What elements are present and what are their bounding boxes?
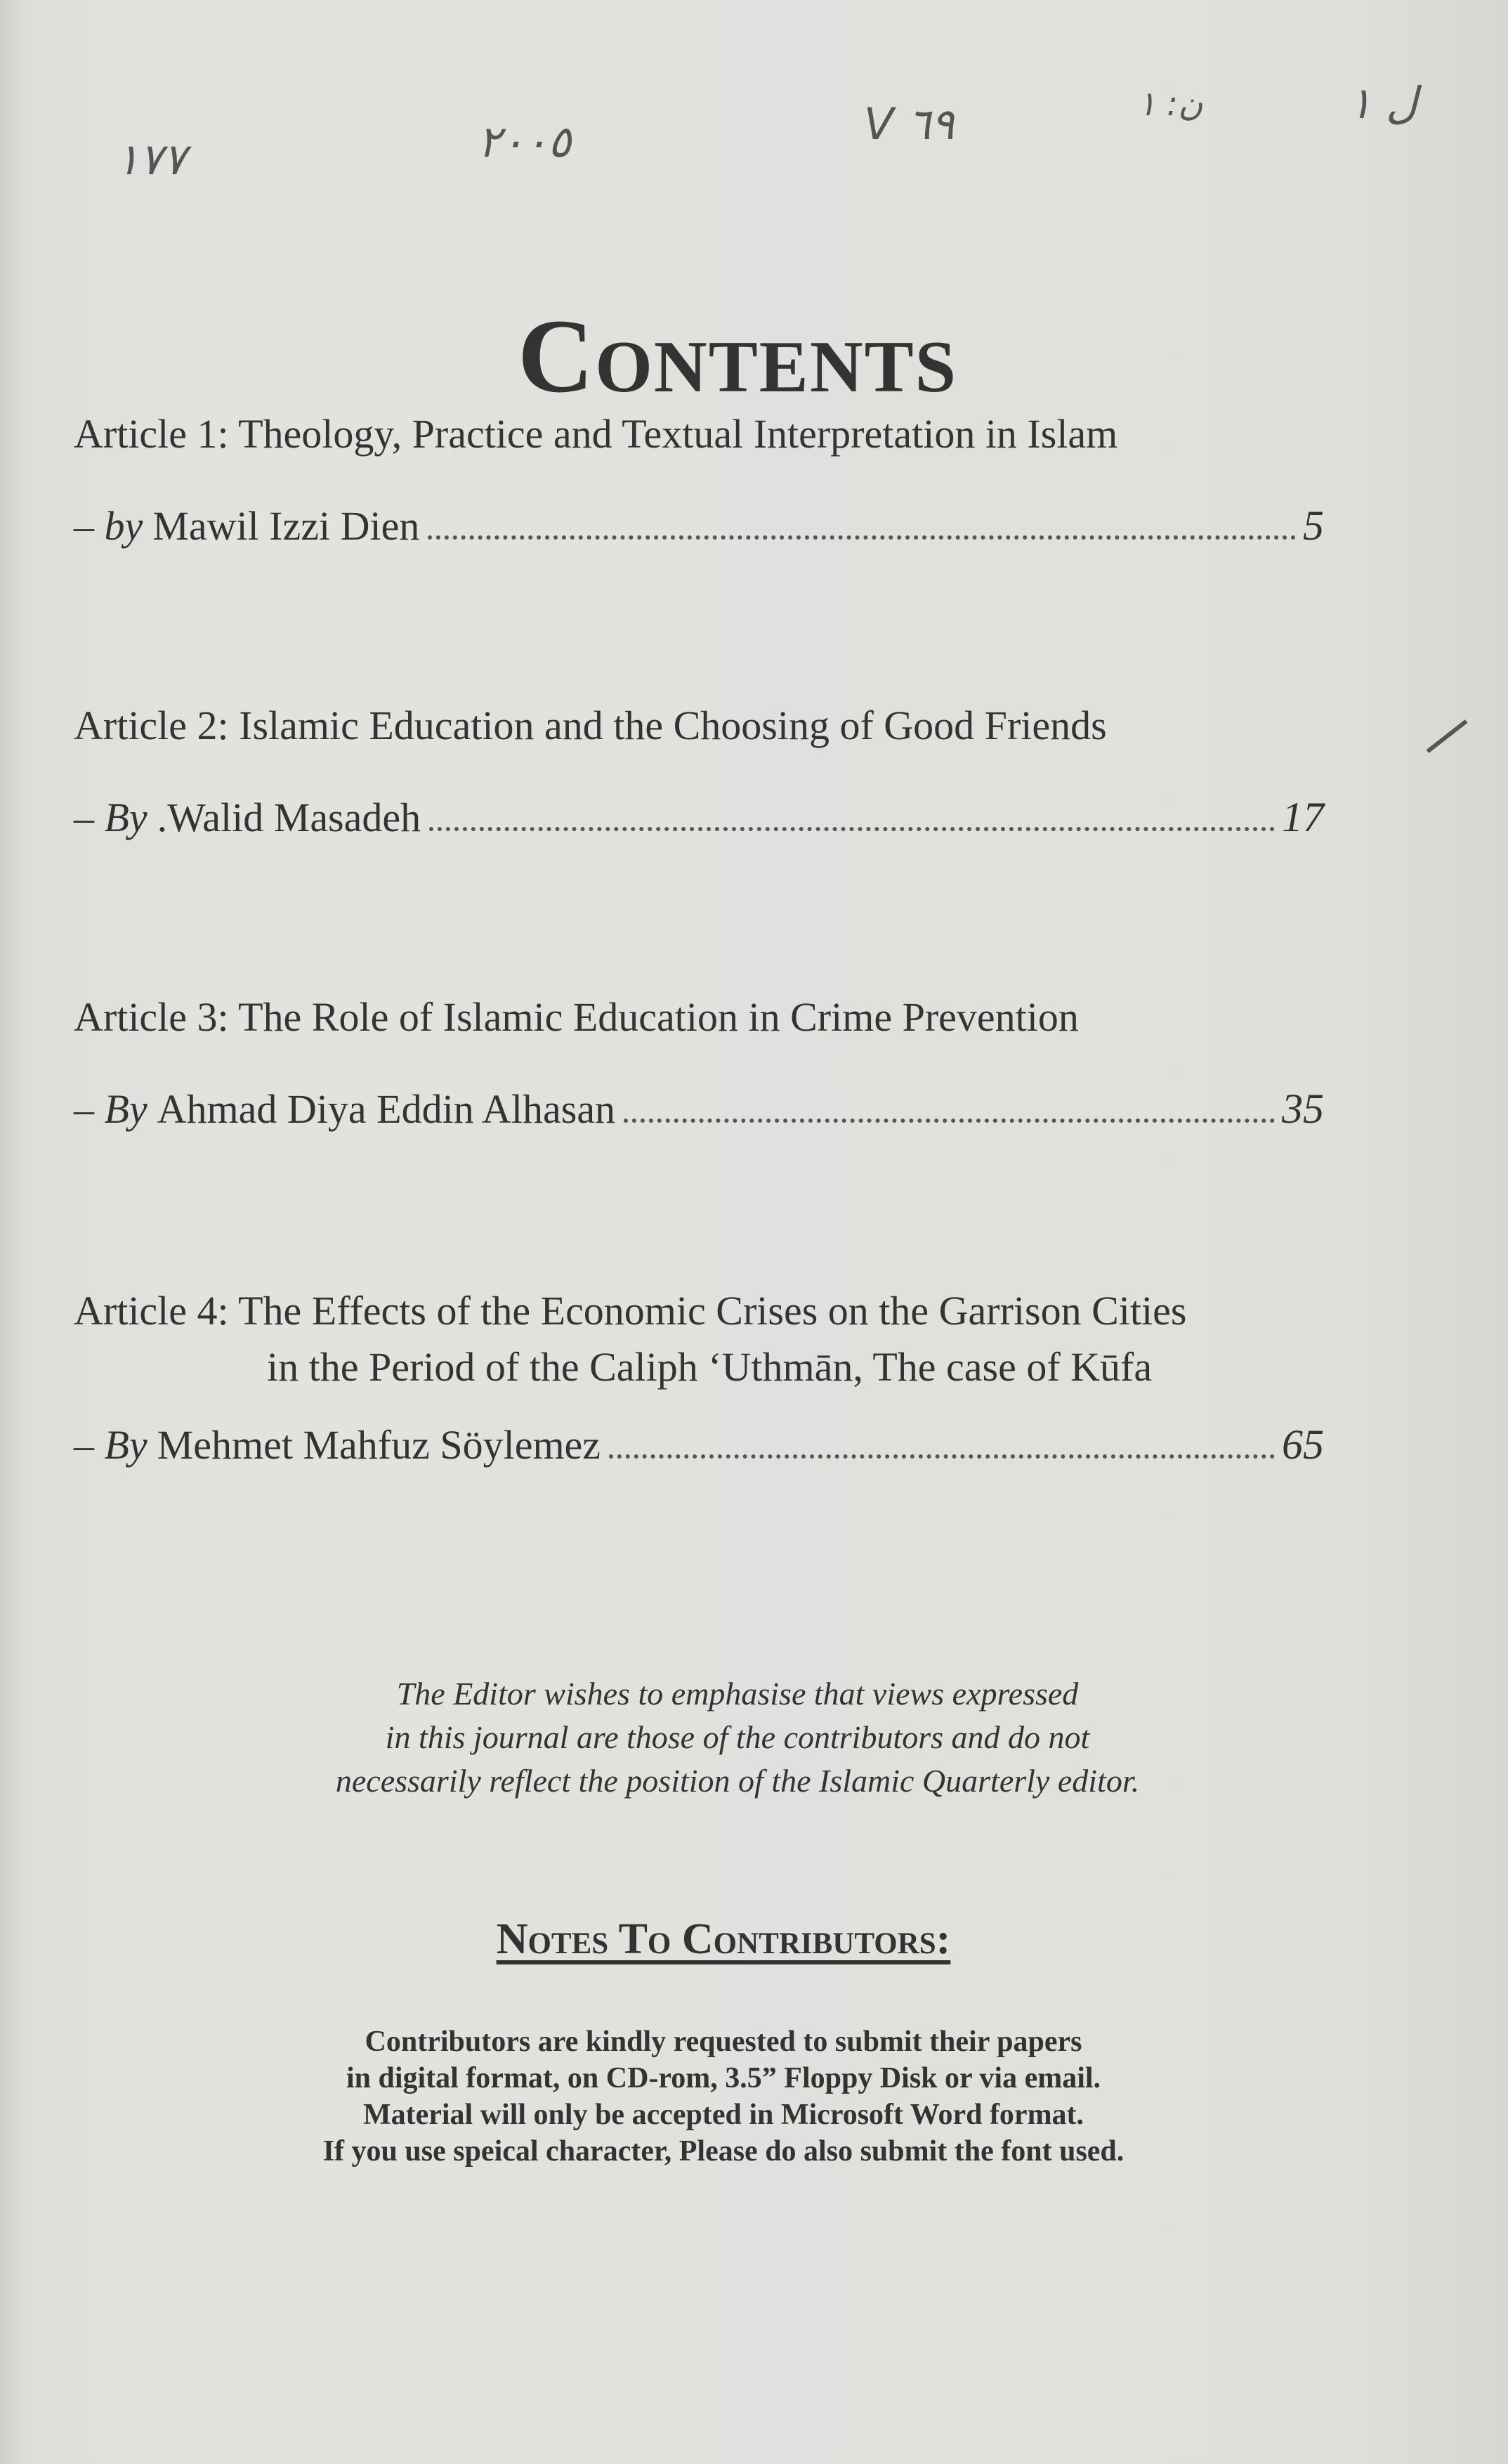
by-label: – By (74, 1422, 147, 1468)
notes-line: Contributors are kindly requested to submit their papers (365, 2026, 1082, 2058)
article-title-line: Islamic Education and the Choosing of Good Friends (239, 703, 1107, 748)
page-number: 5 (1303, 502, 1324, 549)
article-author: Ahmad Diya Eddin Alhasan (157, 1086, 616, 1132)
by-label: – by (74, 503, 143, 549)
article-label: Article 4: (74, 1288, 229, 1334)
disclaimer-line: necessarily reflect the position of the Islamic Quarterly editor. (335, 1763, 1140, 1799)
article-title-line: The Effects of the Economic Crises on the Garrison Cities (238, 1288, 1187, 1334)
article-byline (74, 502, 1324, 550)
article-byline (74, 1421, 1324, 1469)
notes-to-contributors-body (0, 2023, 1447, 2170)
handwritten-note-3: V ٦٩ (864, 98, 955, 150)
article-author: .Walid Masadeh (157, 795, 421, 840)
dot-leader (429, 827, 1275, 831)
article-author: Mehmet Mahfuz Söylemez (157, 1422, 601, 1468)
pen-stroke-mark (1427, 719, 1468, 753)
handwritten-note-5: ل ١ (1349, 77, 1418, 129)
article-title-line: The Role of Islamic Education in Crime Prevention (238, 994, 1079, 1040)
article-author: Mawil Izzi Dien (152, 503, 420, 549)
article-title (74, 989, 1373, 1045)
dot-leader (609, 1454, 1275, 1459)
dot-leader (624, 1119, 1275, 1123)
handwritten-note-1: ١٧٧ (116, 133, 186, 185)
handwritten-note-2: ٢٠٠٥ (478, 116, 572, 167)
dot-leader (428, 535, 1296, 540)
disclaimer-line: in this journal are those of the contributors and do not (385, 1719, 1090, 1755)
page-title: Contents (517, 297, 958, 415)
article-title (74, 1283, 1373, 1395)
article-title-line: in the Period of the Caliph ‘Uthmān, The case of Kūfa (267, 1344, 1153, 1390)
toc-entry-article-3[interactable] (74, 989, 1373, 1133)
by-label: – By (74, 795, 147, 840)
disclaimer-line: The Editor wishes to emphasise that views expressed (396, 1676, 1079, 1712)
article-label: Article 3: (74, 994, 229, 1040)
article-label: Article 2: (74, 703, 229, 748)
editor-disclaimer (0, 1672, 1475, 1803)
article-title-line: Theology, Practice and Textual Interpretation in Islam (238, 411, 1118, 457)
by-label: – By (74, 1086, 147, 1132)
notes-line: Material will only be accepted in Microsoft Word format. (362, 2099, 1084, 2131)
article-title (74, 406, 1373, 462)
notes-line: in digital format, on CD-rom, 3.5” Floppy Disk or via email. (346, 2062, 1101, 2094)
page-number: 35 (1282, 1086, 1324, 1132)
article-byline (74, 1085, 1324, 1133)
page-number: 17 (1282, 794, 1324, 840)
article-label: Article 1: (74, 411, 229, 457)
handwritten-note-4: ن: ١ (1138, 84, 1203, 124)
toc-entry-article-1[interactable] (74, 406, 1373, 550)
article-byline (74, 793, 1324, 842)
toc-entry-article-2[interactable] (74, 698, 1373, 842)
page-number: 65 (1282, 1421, 1324, 1468)
notes-line: If you use speical character, Please do also submit the font used. (322, 2135, 1125, 2168)
article-title (74, 698, 1373, 754)
notes-to-contributors-heading: Notes To Contributors: (496, 1915, 951, 1963)
toc-entry-article-4[interactable] (74, 1283, 1373, 1469)
